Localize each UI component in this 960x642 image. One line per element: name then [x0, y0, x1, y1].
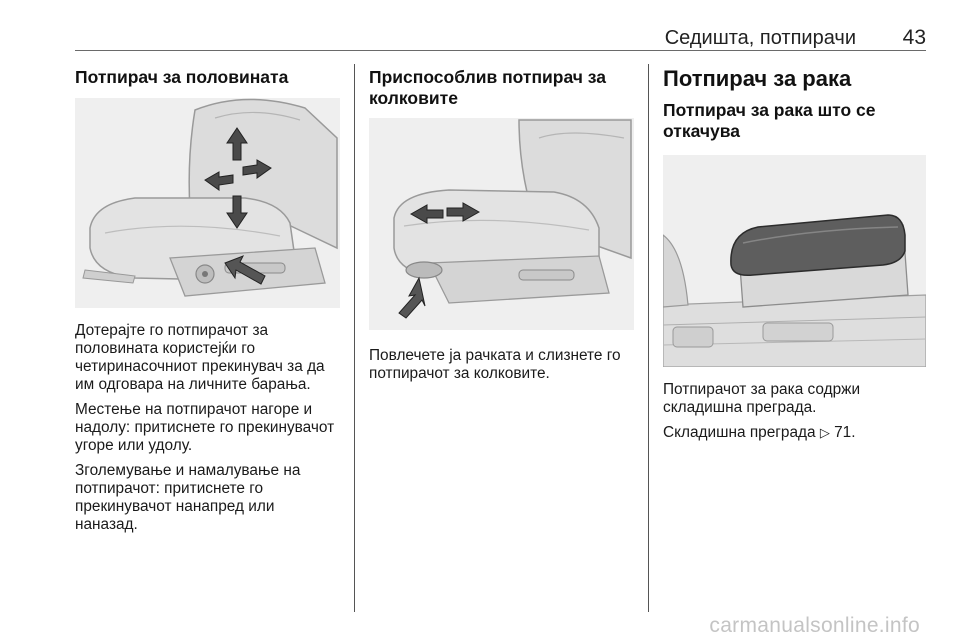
- reference-page-link[interactable]: 71.: [834, 424, 856, 441]
- reference-text: Складишна преграда: [663, 424, 816, 441]
- hip-support-illustration: [369, 118, 634, 330]
- page-number: 43: [902, 26, 926, 49]
- section-heading: Потпирач за половината: [75, 67, 289, 87]
- column-divider: [648, 64, 649, 612]
- watermark: carmanualsonline.info: [709, 614, 920, 637]
- header-title: Седишта, потпирачи: [664, 27, 856, 49]
- section-heading: Потпирач за рака: [663, 66, 852, 91]
- lumbar-support-illustration: [75, 98, 340, 308]
- triangle-right-icon: ▷: [819, 425, 830, 440]
- section-subheading: Потпирач за рака што се откачува: [663, 100, 876, 141]
- section-armrest: [663, 64, 926, 442]
- cross-reference: [663, 424, 926, 442]
- section-lumbar-support: [75, 64, 340, 534]
- paragraph: Повлечете ја рачката и слизнете го потпирачот за колковите.: [369, 347, 621, 382]
- section-hip-support: [369, 64, 634, 383]
- section-heading: Приспособлив потпирач за колковите: [369, 67, 607, 108]
- paragraph: Местење на потпирачот нагоре и надолу: притиснете го прекинувачот угоре или удолу.: [75, 401, 335, 454]
- paragraph: Зголемување и намалување на потпирачот: притиснете го прекинувачот нанапред или наназад.: [75, 462, 301, 533]
- armrest-illustration: [663, 155, 926, 367]
- column-divider: [354, 64, 355, 612]
- paragraph: Дотерајте го потпирачот за половината користејќи го четиринасочниот прекинувач за да им одговара на личните барања.: [75, 322, 325, 393]
- page-header: [75, 24, 926, 51]
- paragraph: Потпирачот за рака содржи складишна преграда.: [663, 381, 861, 416]
